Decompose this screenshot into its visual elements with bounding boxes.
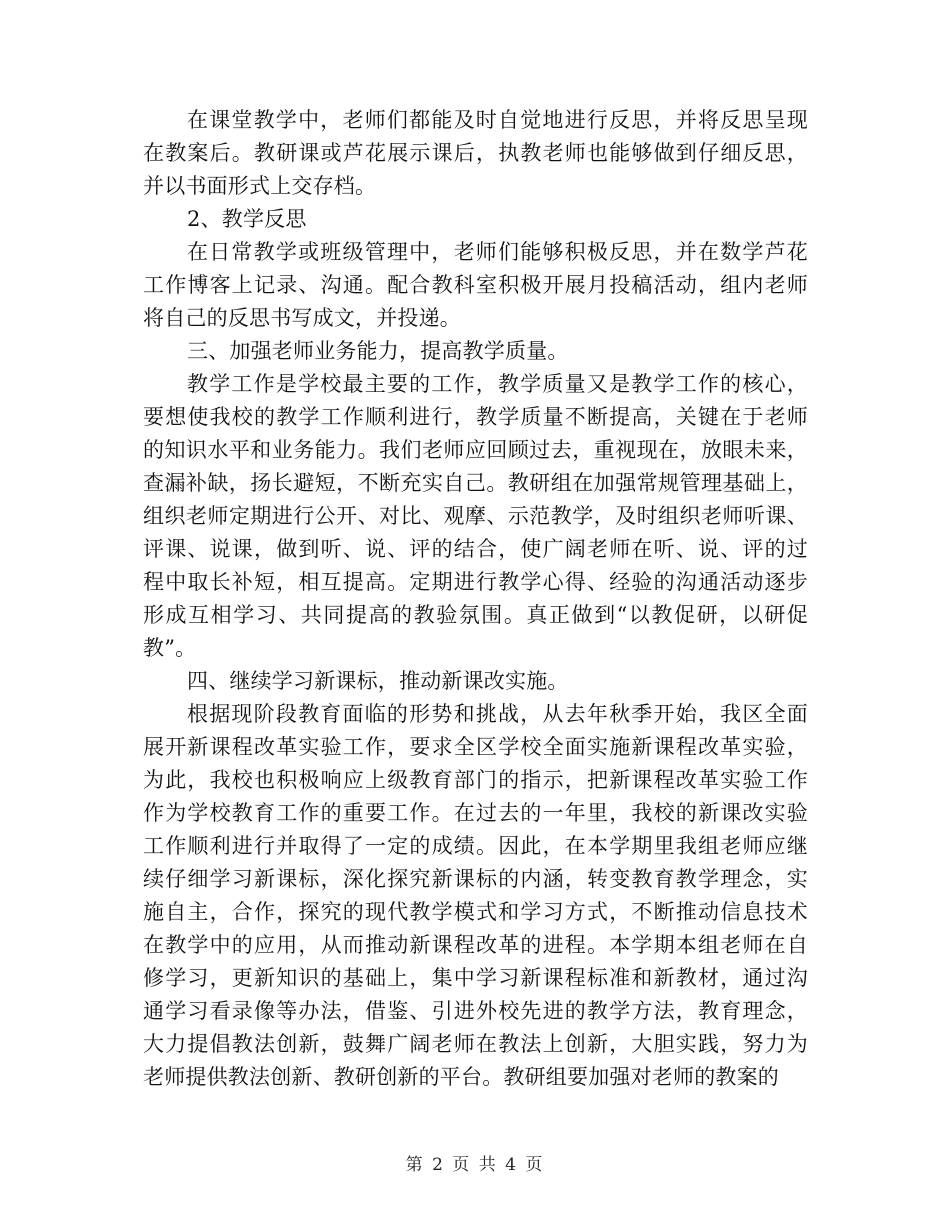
- page-footer: 第 2 页 共 4 页: [405, 1155, 545, 1175]
- text-line: 在课堂教学中，老师们都能及时自觉地进行反思，并将反思呈现: [187, 108, 808, 132]
- text-line: 将自己的反思书写成文，并投递。: [143, 306, 461, 330]
- text-line: 教学工作是学校最主要的工作，教学质量又是教学工作的核心，: [187, 372, 808, 396]
- text-line: 大力提倡教法创新，鼓舞广阔老师在教法上创新，大胆实践，努力为: [143, 1032, 808, 1056]
- text-line: 组织老师定期进行公开、对比、观摩、示范教学，及时组织老师听课、: [143, 504, 808, 528]
- text-line: 工作博客上记录、沟通。配合教科室积极开展月投稿活动，组内老师: [143, 273, 808, 297]
- text-line: 并以书面形式上交存档。: [143, 174, 377, 198]
- text-line: 教”。: [143, 636, 197, 660]
- text-line: 为此，我校也积极响应上级教育部门的指示，把新课程改革实验工作: [143, 768, 808, 792]
- text-line: 修学习，更新知识的基础上，集中学习新课程标准和新教材，通过沟: [143, 966, 808, 990]
- text-line: 四、继续学习新课标，推动新课改实施。: [187, 669, 569, 693]
- document-body: [143, 104, 808, 1094]
- text-line: 续仔细学习新课标，深化探究新课标的内涵，转变教育教学理念，实: [143, 867, 808, 891]
- text-line: 2、教学反思: [187, 207, 307, 231]
- text-line: 形成互相学习、共同提高的教验氛围。真正做到“以教促研，以研促: [143, 603, 808, 627]
- text-line: 三、加强老师业务能力，提高教学质量。: [187, 339, 569, 363]
- text-line: 程中取长补短，相互提高。定期进行教学心得、经验的沟通活动逐步: [143, 570, 808, 594]
- text-line: 施自主，合作，探究的现代教学模式和学习方式，不断推动信息技术: [143, 900, 808, 924]
- text-line: 老师提供教法创新、教研创新的平台。教研组要加强对老师的教案的: [143, 1065, 779, 1089]
- text-line: 在教学中的应用，从而推动新课程改革的进程。本学期本组老师在自: [143, 933, 808, 957]
- text-line: 作为学校教育工作的重要工作。在过去的一年里，我校的新课改实验: [143, 801, 808, 825]
- text-line: 在日常教学或班级管理中，老师们能够积极反思，并在数学芦花: [187, 240, 808, 264]
- text-line: 查漏补缺，扬长避短，不断充实自己。教研组在加强常规管理基础上，: [143, 471, 808, 495]
- text-line: 通学习看录像等办法，借鉴、引进外校先进的教学方法，教育理念，: [143, 999, 808, 1023]
- text-line: 根据现阶段教育面临的形势和挑战，从去年秋季开始，我区全面: [187, 702, 808, 726]
- text-line: 工作顺利进行并取得了一定的成绩。因此，在本学期里我组老师应继: [143, 834, 808, 858]
- text-line: 的知识水平和业务能力。我们老师应回顾过去，重视现在，放眼未来，: [143, 438, 808, 462]
- text-line: 在教案后。教研课或芦花展示课后，执教老师也能够做到仔细反思，: [143, 141, 808, 165]
- text-line: 评课、说课，做到听、说、评的结合，使广阔老师在听、说、评的过: [143, 537, 808, 561]
- text-line: 展开新课程改革实验工作，要求全区学校全面实施新课程改革实验，: [143, 735, 808, 759]
- text-line: 要想使我校的教学工作顺利进行，教学质量不断提高，关键在于老师: [143, 405, 808, 429]
